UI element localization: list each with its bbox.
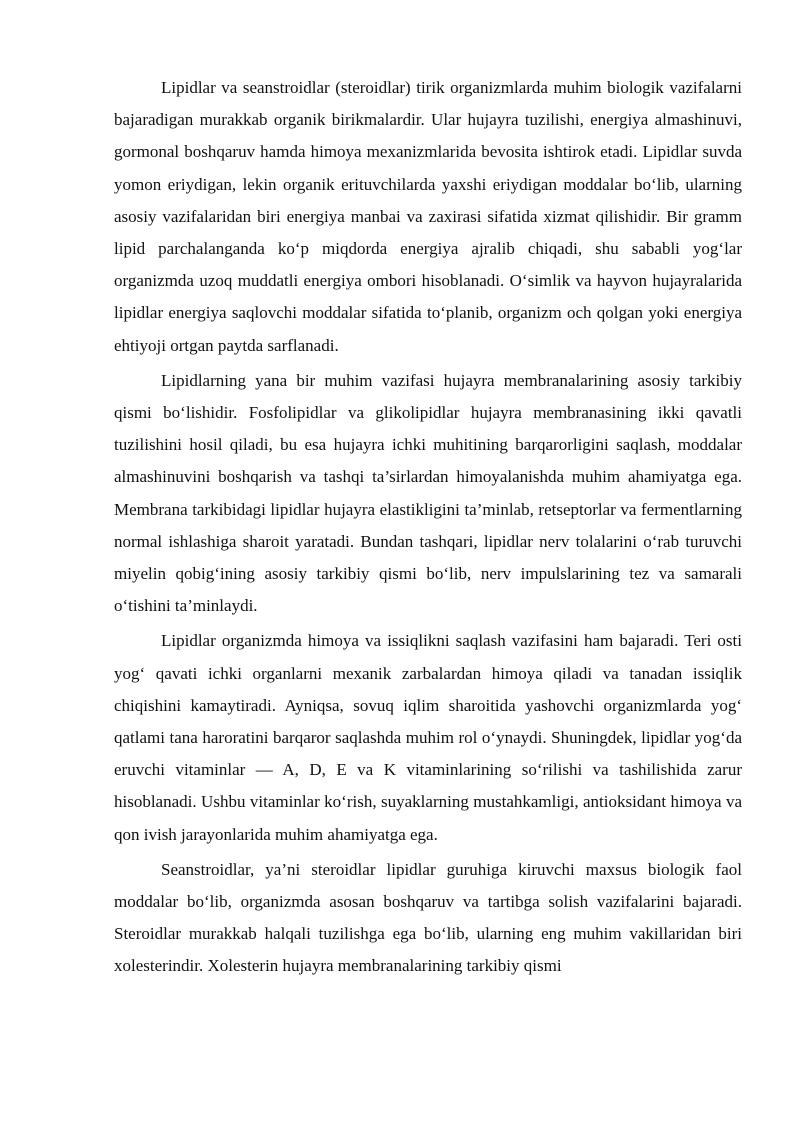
paragraph-protection-vitamins: Lipidlar organizmda himoya va issiqlikni saqlash vazifasini ham bajaradi. Teri osti yog‘ qavati ichki organlarni mexanik zarbalardan himoya qiladi va tanadan issiqlik chiqishini kamaytiradi. Ayniqsa, sovuq iqlim sharoitida yashovchi organizmlarda yog‘ qatlami tana haroratini barqaror saqlashda muhim rol o‘ynaydi. Shuningdek, lipidlar yog‘da eruvchi vitaminlar — A, D, E va K vitaminlarining so‘rilishi va tashilishida zarur hisoblanadi. Ushbu vitaminlar ko‘rish, suyaklarning mustahkamligi, antioksidant himoya va qon ivish jarayonlarida muhim ahamiyatga ega. [114,631,742,844]
document-body [114,72,742,983]
paragraph-membrane-role: Lipidlarning yana bir muhim vazifasi hujayra membranalarining asosiy tarkibiy qismi bo‘lishidir. Fosfolipidlar va glikolipidlar hujayra membranasining ikki qavatli tuzilishini hosil qiladi, bu esa hujayra ichki muhitining barqarorligini saqlash, moddalar almashinuvini boshqarish va tashqi ta’sirlardan himoyalanishda muhim ahamiyatga ega. Membrana tarkibidagi lipidlar hujayra elastikligini ta’minlab, retseptorlar va fermentlarning normal ishlashiga sharoit yaratadi. Bundan tashqari, lipidlar nerv tolalarini o‘rab turuvchi miyelin qobig‘ining asosiy tarkibiy qismi bo‘lib, nerv impulslarining tez va samarali o‘tishini ta’minlaydi. [114,370,742,616]
paragraph-steroids: Seanstroidlar, ya’ni steroidlar lipidlar guruhiga kiruvchi maxsus biologik faol moddalar bo‘lib, organizmda asosan boshqaruv va tartibga solish vazifalarini bajaradi. Steroidlar murakkab halqali tuzilishga ega bo‘lib, ularning eng muhim vakillaridan biri xolesterindir. Xolesterin hujayra membranalarining tarkibiy qismi [114,859,742,976]
paragraph-lipid-functions: Lipidlar va seanstroidlar (steroidlar) tirik organizmlarda muhim biologik vazifalarni bajaradigan murakkab organik birikmalardir. Ular hujayra tuzilishi, energiya almashinuvi, gormonal boshqaruv hamda himoya mexanizmlarida bevosita ishtirok etadi. Lipidlar suvda yomon eriydigan, lekin organik erituvchilarda yaxshi eriydigan moddalar bo‘lib, ularning asosiy vazifalaridan biri energiya manbai va zaxirasi sifatida xizmat qilishidir. Bir gramm lipid parchalanganda ko‘p miqdorda energiya ajralib chiqadi, shu sababli yog‘lar organizmda uzoq muddatli energiya ombori hisoblanadi. O‘simlik va hayvon hujayralarida lipidlar energiya saqlovchi moddalar sifatida to‘planib, organizm och qolgan yoki energiya ehtiyoji ortgan paytda sarflanadi. [114,78,742,355]
